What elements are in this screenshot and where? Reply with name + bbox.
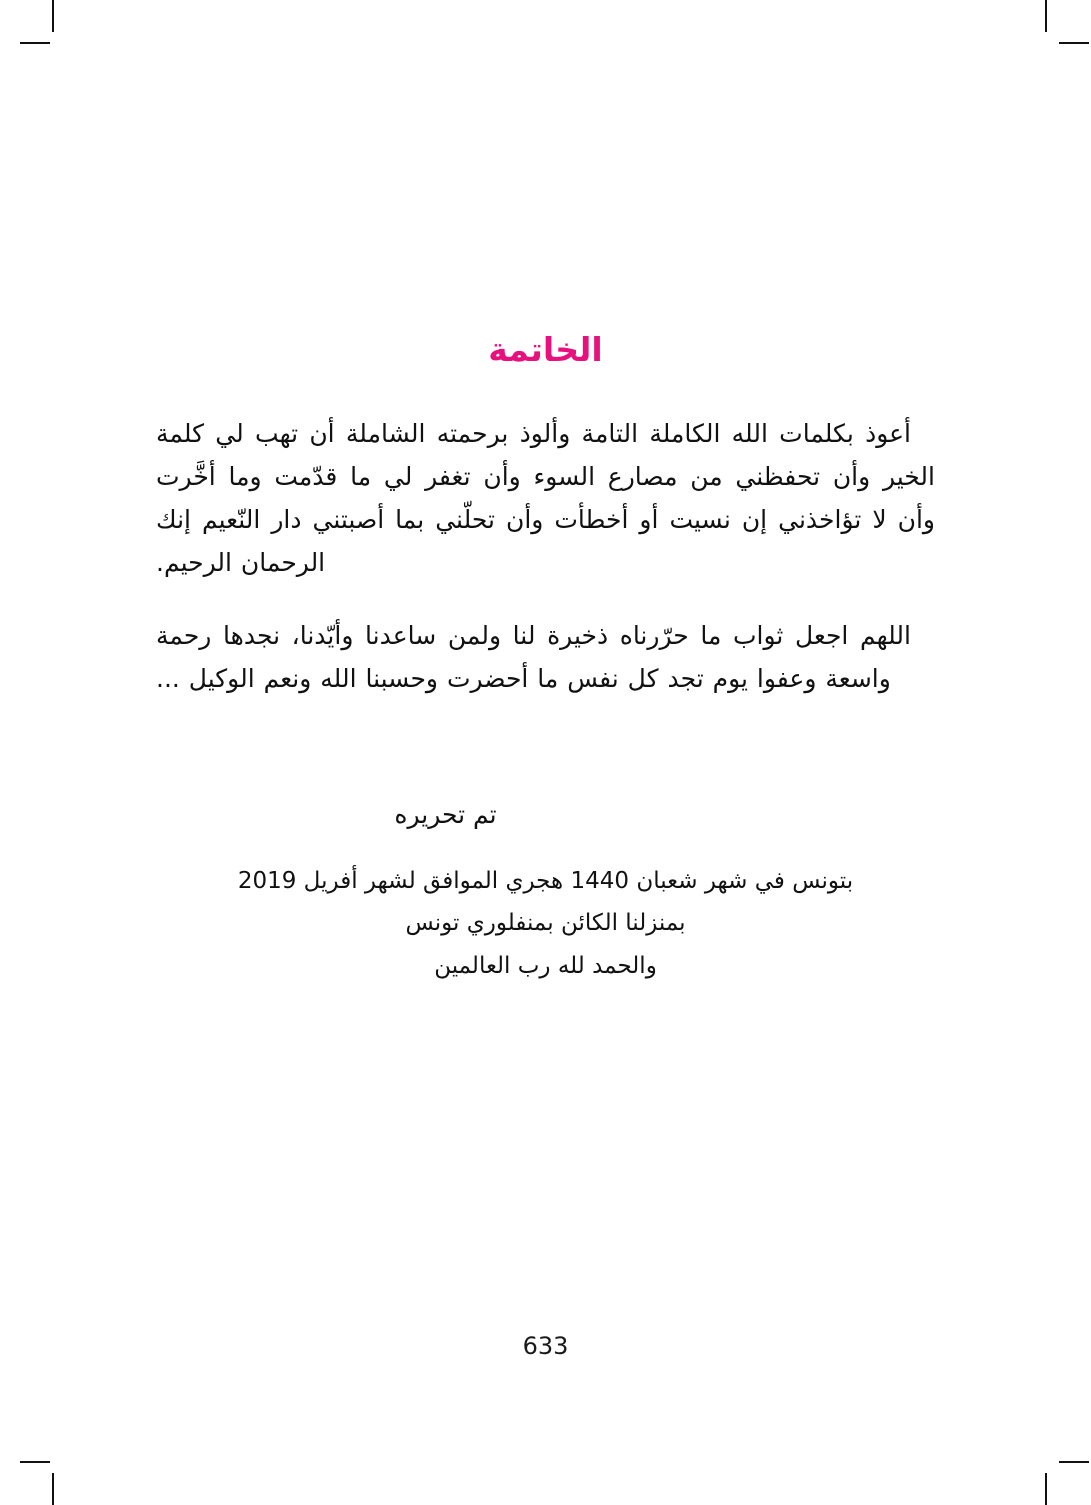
crop-mark-top-left-vertical — [52, 0, 54, 32]
page-number: 633 — [522, 1332, 569, 1360]
colophon-lead-text: تم تحريره — [394, 799, 497, 829]
colophon — [156, 796, 935, 984]
crop-mark-bottom-right-horizontal — [1059, 1461, 1089, 1463]
crop-mark-bottom-left-vertical — [52, 1473, 54, 1505]
crop-mark-bottom-left-horizontal — [20, 1461, 50, 1463]
crop-mark-top-right-horizontal — [1059, 42, 1089, 44]
colophon-place-line: بمنزلنا الكائن بمنفلوري تونس — [405, 910, 686, 937]
page-content — [156, 330, 935, 990]
crop-mark-bottom-right-vertical — [1045, 1473, 1047, 1505]
crop-mark-top-right-vertical — [1045, 0, 1047, 32]
chapter-title: الخاتمة — [488, 330, 603, 369]
body-paragraph: أعوذ بكلمات الله الكاملة التامة وألوذ برحمته الشاملة أن تهب لي كلمة الخير وأن تحفظني من مصارع السوء وأن تغفر لي ما قدّمت وما أخَّرت وأن لا تؤاخذني إن نسيت أو أخطأت وأن تحلّني بما أصبتني دار النّعيم إنك الرحمان الرحيم. — [156, 418, 935, 577]
colophon-date-line: بتونس في شهر شعبان 1440 هجري الموافق لشهر أفريل 2019 — [237, 868, 854, 895]
colophon-closing-line: والحمد لله رب العالمين — [434, 952, 657, 979]
crop-mark-top-left-horizontal — [20, 42, 50, 44]
body-paragraph: اللهم اجعل ثواب ما حرّرناه ذخيرة لنا ولمن ساعدنا وأيّدنا، نجدها رحمة واسعة وعفوا يوم تجد كل نفس ما أحضرت وحسبنا الله ونعم الوكيل ... — [156, 620, 911, 693]
